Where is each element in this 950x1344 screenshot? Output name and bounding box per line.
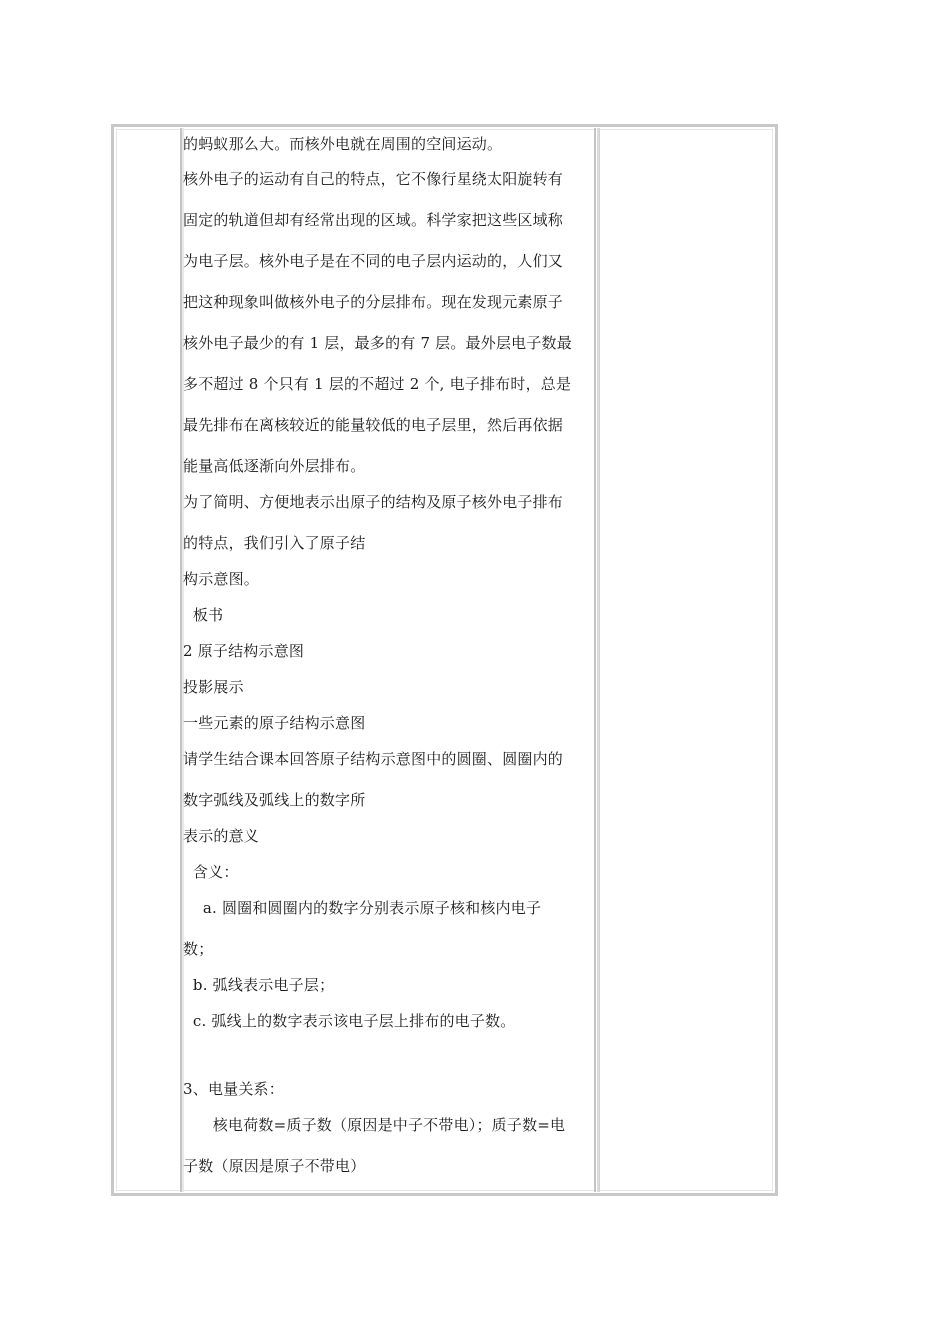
- text-line: 核外电子最少的有 1 层，最多的有 7 层。最外层电子数最: [183, 334, 572, 352]
- text-line: 的特点，我们引入了原子结: [183, 534, 366, 552]
- text-line: 数字弧线及弧线上的数字所: [183, 791, 366, 809]
- text-line: 核外电子的运动有自己的特点，它不像行星绕太阳旋转有: [183, 170, 564, 188]
- table-column-divider-right: [594, 128, 596, 1192]
- text-line: 板书: [183, 606, 224, 624]
- text-line: c. 弧线上的数字表示该电子层上排布的电子数。: [183, 1012, 516, 1030]
- text-line: 固定的轨道但却有经常出现的区域。科学家把这些区域称: [183, 211, 564, 229]
- text-line: 能量高低逐渐向外层排布。: [183, 457, 366, 475]
- table-column-divider-left: [180, 128, 182, 1192]
- text-line: 投影展示: [183, 678, 244, 696]
- text-line: 核电荷数=质子数（原因是中子不带电）；质子数=电: [183, 1116, 566, 1134]
- text-line: 子数（原因是原子不带电）: [183, 1157, 366, 1175]
- text-line: 请学生结合课本回答原子结构示意图中的圆圈、圆圈内的: [183, 750, 564, 768]
- text-line: 一些元素的原子结构示意图: [183, 714, 366, 732]
- table-column-divider-right-inner: [599, 128, 600, 1192]
- text-line: 表示的意义: [183, 827, 260, 845]
- text-line: 最先排布在离核较近的能量较低的电子层里，然后再依据: [183, 416, 564, 434]
- text-line: 含义：: [183, 863, 239, 881]
- text-line: 多不超过 8 个只有 1 层的不超过 2 个, 电子排布时，总是: [183, 375, 572, 393]
- text-line: 数；: [183, 940, 214, 958]
- text-line: 3、电量关系：: [183, 1080, 284, 1098]
- text-line: 的蚂蚁那么大。而核外电就在周围的空间运动。: [183, 135, 503, 153]
- text-line: a. 圆圈和圆圈内的数字分别表示原子核和核内电子: [183, 899, 542, 917]
- text-line: 为了简明、方便地表示出原子的结构及原子核外电子排布: [183, 493, 564, 511]
- text-line: b. 弧线表示电子层；: [183, 976, 335, 994]
- text-line: 2 原子结构示意图: [183, 642, 305, 660]
- text-line: 为电子层。核外电子是在不同的电子层内运动的，人们又: [183, 252, 564, 270]
- text-line: 把这种现象叫做核外电子的分层排布。现在发现元素原子: [183, 293, 564, 311]
- text-line: 构示意图。: [183, 570, 260, 588]
